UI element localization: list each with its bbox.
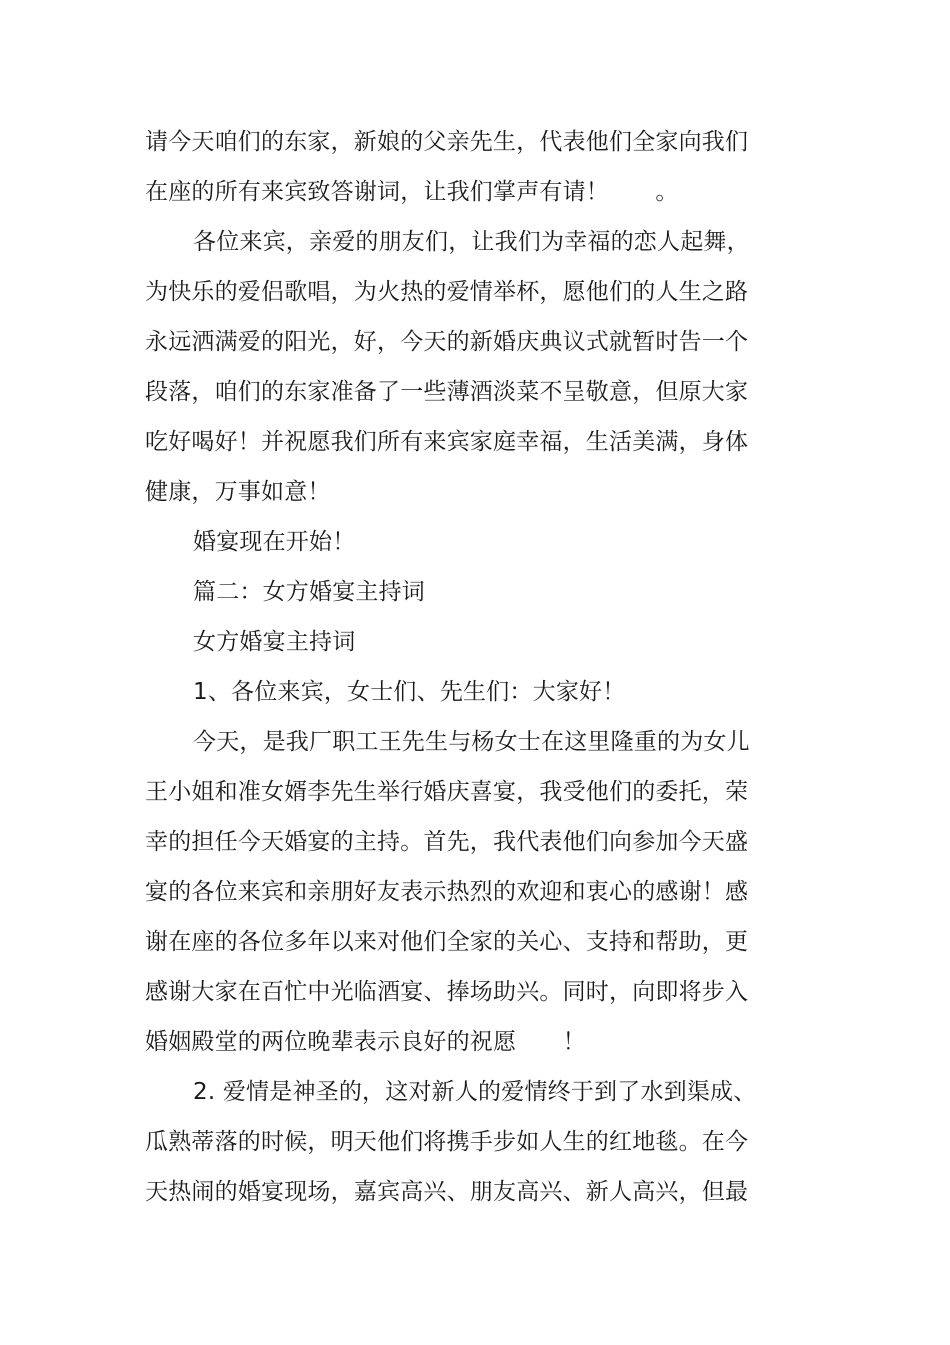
text-line: 为快乐的爱侣歌唱，为火热的爱情举杯，愿他们的人生之路 bbox=[145, 279, 749, 305]
text-line: 健康，万事如意！ bbox=[145, 479, 331, 505]
paragraph-first-line: 1、各位来宾，女士们、先生们：大家好！ bbox=[193, 679, 626, 705]
text-line: 天热闹的婚宴现场，嘉宾高兴、朋友高兴、新人高兴，但最 bbox=[145, 1179, 749, 1205]
text-line: 谢在座的各位多年以来对他们全家的关心、支持和帮助，更 bbox=[145, 929, 749, 955]
paragraph-first-line: 婚宴现在开始！ bbox=[193, 529, 356, 555]
text-line: 瓜熟蒂落的时候，明天他们将携手步如人生的红地毯。在今 bbox=[145, 1129, 749, 1155]
text-line: 吃好喝好！并祝愿我们所有来宾家庭幸福，生活美满，身体 bbox=[145, 429, 749, 455]
text-line: 段落，咱们的东家准备了一些薄酒淡菜不呈敬意，但原大家 bbox=[145, 379, 749, 405]
section-title: 女方婚宴主持词 bbox=[193, 629, 356, 655]
text-line: 婚姻殿堂的两位晚辈表示良好的祝愿 ！ bbox=[145, 1029, 586, 1055]
text-line: 请今天咱们的东家，新娘的父亲先生，代表他们全家向我们 bbox=[145, 129, 749, 155]
text-line: 在座的所有来宾致答谢词，让我们掌声有请！ 。 bbox=[145, 179, 679, 205]
paragraph-first-line: 2. 爱情是神圣的，这对新人的爱情终于到了水到渠成、 bbox=[193, 1079, 757, 1105]
paragraph-first-line: 今天，是我厂职工王先生与杨女士在这里隆重的为女儿 bbox=[193, 729, 750, 755]
text-line: 永远洒满爱的阳光，好，今天的新婚庆典议式就暂时告一个 bbox=[145, 329, 749, 355]
text-line: 幸的担任今天婚宴的主持。首先，我代表他们向参加今天盛 bbox=[145, 829, 749, 855]
text-line: 王小姐和准女婿李先生举行婚庆喜宴，我受他们的委托，荣 bbox=[145, 779, 749, 805]
paragraph-first-line: 各位来宾，亲爱的朋友们，让我们为幸福的恋人起舞， bbox=[193, 229, 750, 255]
text-line: 感谢大家在百忙中光临酒宴、捧场助兴。同时，向即将步入 bbox=[145, 979, 749, 1005]
text-line: 宴的各位来宾和亲朋好友表示热烈的欢迎和衷心的感谢！感 bbox=[145, 879, 749, 905]
section-heading: 篇二：女方婚宴主持词 bbox=[193, 579, 425, 605]
